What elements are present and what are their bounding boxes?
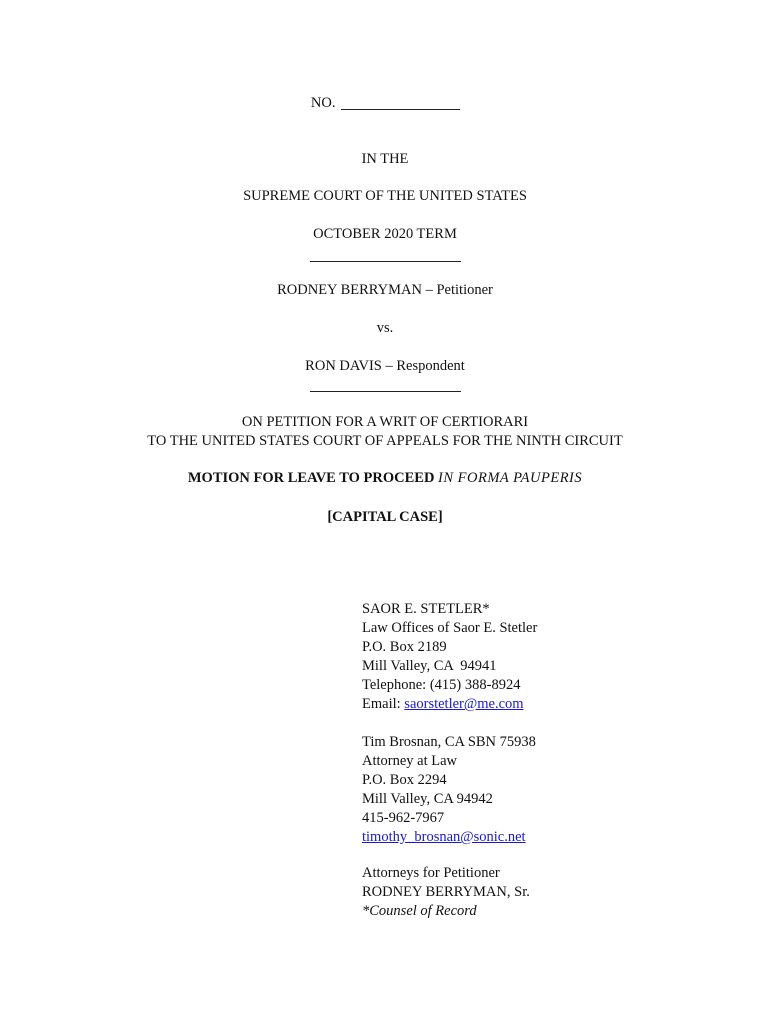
attorneys-for-client: RODNEY BERRYMAN, Sr.: [362, 884, 530, 900]
counsel-block-secondary: [362, 733, 536, 847]
counsel-1-email-link[interactable]: saorstetler@me.com: [404, 696, 524, 712]
in-the-line: IN THE: [361, 151, 409, 167]
court-name: SUPREME COURT OF THE UNITED STATES: [243, 188, 527, 204]
caption-divider-2: [310, 391, 461, 392]
attorneys-for-block: [362, 864, 530, 921]
petition-line-2: TO THE UNITED STATES COURT OF APPEALS FOR THE NINTH CIRCUIT: [147, 433, 623, 449]
counsel-2-city: Mill Valley, CA 94942: [362, 791, 493, 807]
counsel-2-title: Attorney at Law: [362, 753, 458, 769]
court-term: OCTOBER 2020 TERM: [313, 226, 457, 242]
caption-divider-1: [310, 261, 461, 262]
counsel-block-primary: [362, 600, 537, 714]
counsel-2-email-line: [362, 828, 536, 847]
counsel-2-email-link[interactable]: timothy_brosnan@sonic.net: [362, 829, 526, 845]
counsel-1-telephone: Telephone: (415) 388-8924: [362, 677, 521, 693]
motion-title-italic: IN FORMA PAUPERIS: [438, 470, 583, 486]
counsel-2-po-box: P.O. Box 2294: [362, 772, 447, 788]
versus-line: vs.: [376, 320, 394, 336]
counsel-2-phone: 415-962-7967: [362, 810, 445, 826]
motion-title: [0, 469, 770, 488]
docket-number-label: NO.: [310, 95, 336, 111]
attorneys-for-line: Attorneys for Petitioner: [362, 865, 500, 881]
petitioner-line: RODNEY BERRYMAN – Petitioner: [277, 282, 493, 298]
counsel-1-email-label: Email:: [362, 696, 405, 712]
counsel-of-record-note: *Counsel of Record: [362, 903, 477, 919]
docket-number-line: [0, 94, 770, 113]
counsel-2-name: Tim Brosnan, CA SBN 75938: [362, 734, 536, 750]
docket-number-blank: [341, 109, 460, 110]
counsel-1-name: SAOR E. STETLER*: [362, 601, 490, 617]
counsel-1-city: Mill Valley, CA 94941: [362, 658, 497, 674]
respondent-line: RON DAVIS – Respondent: [305, 358, 465, 374]
petition-line-1: ON PETITION FOR A WRIT OF CERTIORARI: [241, 414, 529, 430]
counsel-1-po-box: P.O. Box 2189: [362, 639, 447, 655]
capital-case-label: [CAPITAL CASE]: [327, 509, 443, 525]
counsel-1-firm: Law Offices of Saor E. Stetler: [362, 620, 538, 636]
counsel-1-email-line: [362, 695, 537, 714]
motion-title-text: MOTION FOR LEAVE TO PROCEED: [187, 470, 439, 486]
